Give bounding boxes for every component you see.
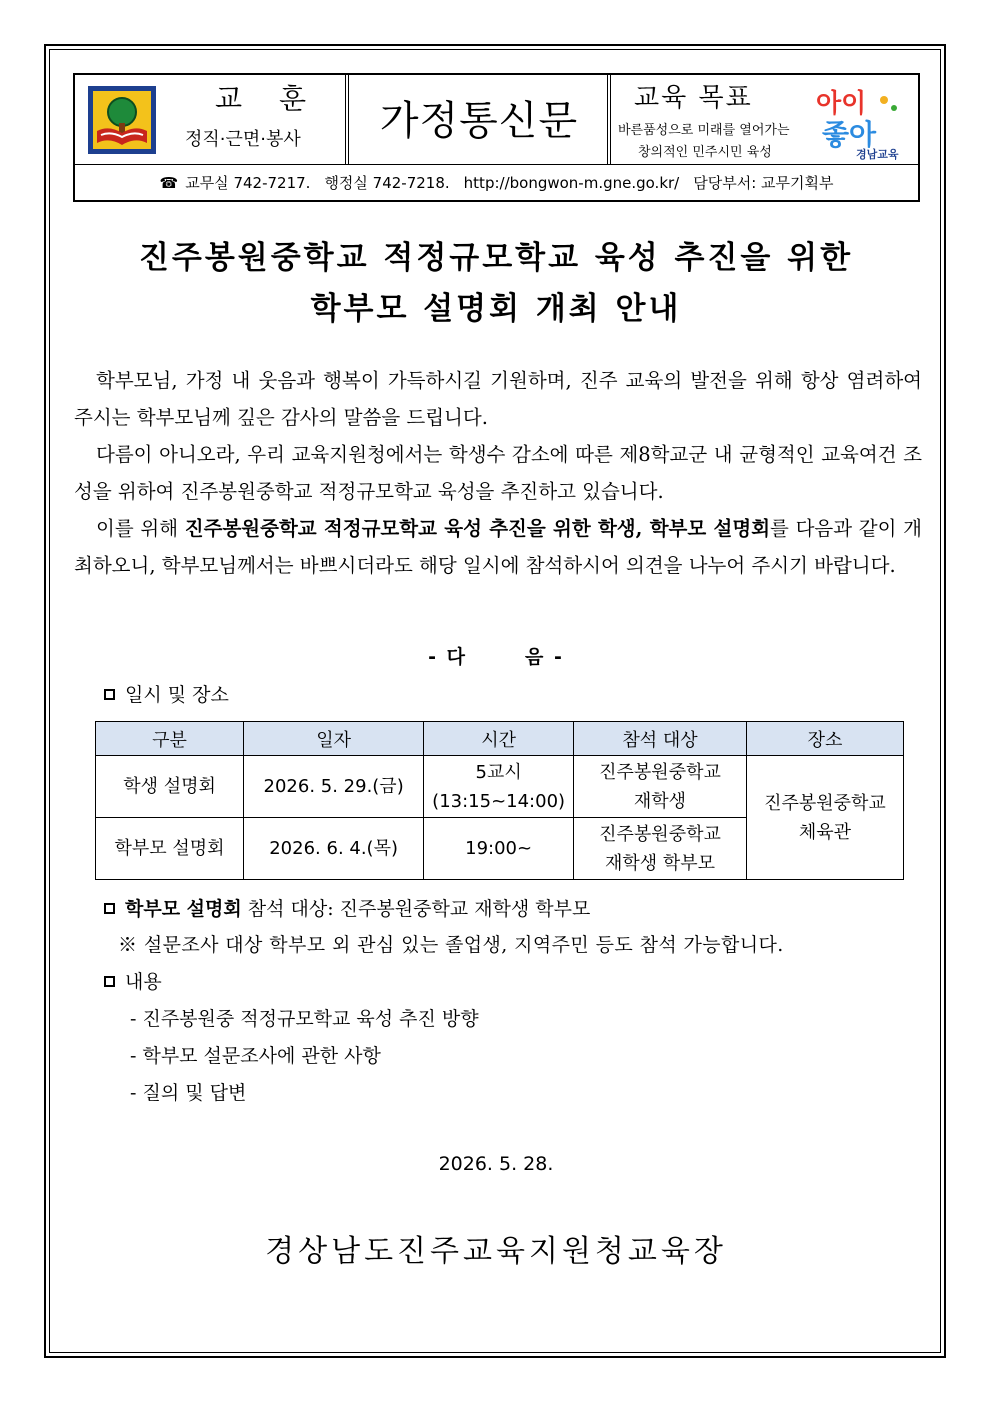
paragraph-text: 이를 위해 — [96, 517, 185, 540]
table-header: 참석 대상 — [574, 722, 747, 756]
body-paragraph-1: 학부모님, 가정 내 웃음과 행복이 가득하시길 기원하며, 진주 교육의 발전을 위해 항상 염려하여 주시는 학부모님께 깊은 감사의 말씀을 드립니다. — [74, 369, 922, 429]
document-subtitle: 학부모 설명회 개최 안내 — [310, 291, 682, 327]
checkbox-square-icon — [104, 903, 115, 914]
contact-admin: 행정실 742-7218. — [324, 174, 450, 192]
table-cell — [574, 756, 747, 818]
table-cell: 학부모 설명회 — [96, 818, 244, 880]
goal-text: 바른품성으로 미래를 열어가는 — [618, 123, 790, 138]
table-row — [96, 756, 904, 818]
motto-cell — [75, 75, 346, 164]
goal-text: 창의적인 민주시민 육성 — [638, 145, 772, 160]
table-header: 장소 — [746, 722, 903, 756]
header-divider — [346, 75, 349, 164]
logo-caption: 경남교육 — [856, 148, 899, 160]
cell-line: 재학생 학부모 — [604, 852, 716, 874]
attend-line — [104, 894, 590, 921]
document-title: 진주봉원중학교 적정규모학교 육성 추진을 위한 — [138, 240, 854, 276]
newsletter-header — [73, 73, 920, 202]
header-divider — [608, 75, 611, 164]
table-header-row — [96, 722, 904, 756]
table-cell-place — [746, 756, 903, 880]
table-header: 시간 — [424, 722, 574, 756]
table-cell — [574, 818, 747, 880]
issue-date: 2026. 5. 28. — [438, 1153, 554, 1175]
cell-line: (13:15~14:00) — [432, 790, 566, 812]
next-heading-left: - 다 — [428, 646, 467, 668]
table-cell — [424, 756, 574, 818]
newsletter-title-cell — [350, 75, 608, 164]
contact-office: 교무실 742-7217. — [185, 174, 311, 192]
schedule-section-heading — [104, 680, 229, 707]
goal-cell — [612, 75, 918, 164]
school-emblem-icon — [87, 85, 157, 155]
cell-line: 체육관 — [798, 821, 852, 843]
paragraph-bold-text: 진주봉원중학교 적정규모학교 육성 추진을 위한 학생, 학부모 설명회 — [184, 517, 771, 540]
list-item: - 진주봉원중 적정규모학교 육성 추진 방향 — [130, 1008, 479, 1030]
paragraph-text: 를 다음과 같이 개최하오니, 학부모님께서는 바쁘시더라도 해당 일시에 참석하시어 의견을 나누어 주시기 바랍니다. — [74, 517, 922, 577]
signature: 경상남도진주교육지원청교육장 — [265, 1234, 727, 1269]
checkbox-square-icon — [104, 689, 115, 700]
attend-text: 참석 대상: 진주봉원중학교 재학생 학부모 — [241, 898, 591, 920]
content-section-label: 내용 — [125, 971, 162, 993]
body-paragraph-3 — [74, 510, 922, 584]
cell-line: 진주봉원중학교 — [599, 823, 721, 845]
newsletter-title: 가정통신문 — [379, 98, 579, 144]
cell-line: 진주봉원중학교 — [599, 761, 721, 783]
goal-title: 교육 목표 — [634, 83, 753, 113]
motto-text: 정직·근면·봉사 — [185, 129, 301, 150]
schedule-section-label: 일시 및 장소 — [125, 684, 229, 706]
phone-icon: ☎ — [159, 173, 179, 192]
table-header: 구분 — [96, 722, 244, 756]
cell-line: 진주봉원중학교 — [764, 792, 886, 814]
next-heading-right: 음 - — [525, 646, 564, 668]
next-heading — [0, 642, 992, 669]
attend-bold: 학부모 설명회 — [125, 898, 242, 920]
list-item: - 학부모 설문조사에 관한 사항 — [130, 1045, 381, 1067]
logo-text-bottom: 좋아 — [822, 118, 877, 151]
cell-line: 5교시 — [475, 761, 522, 783]
table-cell: 2026. 5. 29.(금) — [244, 756, 424, 818]
table-cell: 학생 설명회 — [96, 756, 244, 818]
motto-title: 교 훈 — [215, 82, 320, 115]
note-line: ※ 설문조사 대상 학부모 외 관심 있는 졸업생, 지역주민 등도 참석 가능합니다. — [118, 934, 784, 956]
table-cell: 19:00~ — [424, 818, 574, 880]
table-header: 일자 — [244, 722, 424, 756]
contact-dept: 담당부서: 교무기획부 — [693, 174, 834, 192]
cell-line: 재학생 — [633, 790, 687, 812]
gyeongnam-education-logo-icon — [812, 80, 908, 160]
checkbox-square-icon — [104, 976, 115, 987]
school-website-link[interactable]: http://bongwon-m.gne.go.kr/ — [463, 173, 680, 192]
header-top-row — [75, 75, 918, 165]
table-cell: 2026. 6. 4.(목) — [244, 818, 424, 880]
list-item: - 질의 및 답변 — [130, 1082, 247, 1104]
contact-row — [75, 165, 918, 200]
content-section-heading — [104, 967, 162, 994]
schedule-table — [95, 721, 904, 880]
body-paragraph-2: 다름이 아니오라, 우리 교육지원청에서는 학생수 감소에 따른 제8학교군 내 균형적인 교육여건 조성을 위하여 진주봉원중학교 적정규모학교 육성을 추진하고 있습니다. — [74, 443, 922, 503]
logo-text-top: 아이 — [816, 89, 867, 119]
